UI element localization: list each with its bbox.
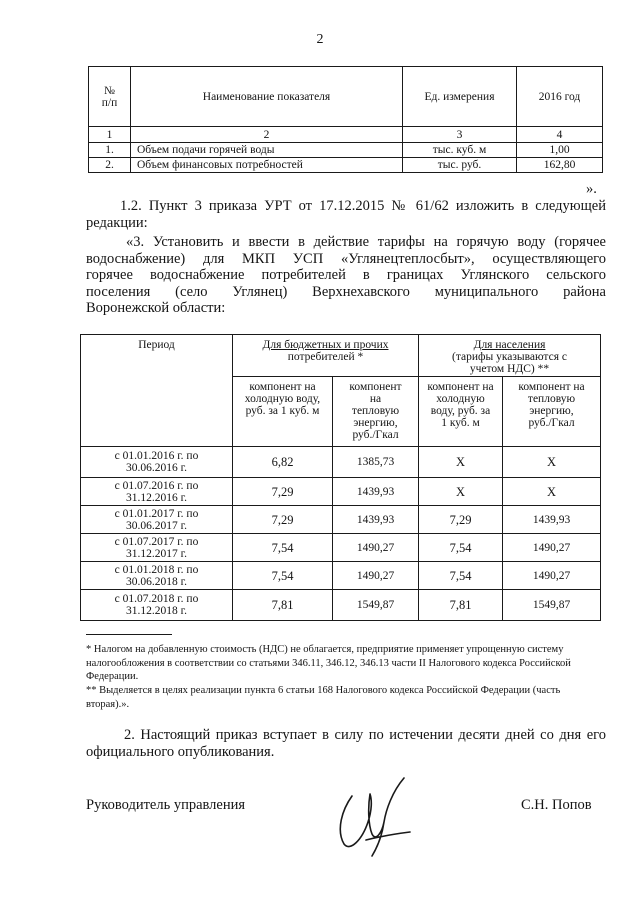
header-period: Период	[81, 335, 233, 447]
header-unit: Ед. измерения	[403, 67, 517, 127]
heat-budget-value: 1490,27	[333, 534, 419, 562]
heat-population-value: X	[503, 478, 601, 506]
cold-water-budget-value: 7,29	[233, 506, 333, 534]
period-start: с 01.07.2017 г. по	[114, 535, 199, 548]
heat-budget-value: 1439,93	[333, 478, 419, 506]
header-line: Для бюджетных и прочих	[262, 339, 389, 351]
table-header-row	[89, 67, 603, 127]
cold-water-budget-value: 7,29	[233, 478, 333, 506]
index-cell: 3	[403, 127, 517, 143]
footnote-line: Федерации.	[86, 671, 139, 682]
paragraph-line: 1.2. Пункт 3 приказа УРТ от 17.12.2015 № 61/62 изложить в следующей	[120, 198, 606, 214]
period-cell	[81, 478, 233, 506]
tariffs-table	[80, 334, 601, 621]
subheader-line: энергию,	[529, 405, 574, 417]
period-cell	[81, 506, 233, 534]
header-number-line2: п/п	[101, 96, 118, 109]
table-index-row	[89, 127, 603, 143]
period-cell	[81, 562, 233, 590]
header-budget-consumers	[233, 335, 419, 377]
heat-budget-value: 1490,27	[333, 562, 419, 590]
signatory-position: Руководитель управления	[86, 797, 246, 813]
subheader-line: компонент на	[249, 381, 316, 393]
paragraph-line: поселения (село Углянец) Верхнехавского муниципального района	[86, 283, 606, 300]
cold-water-population-value: 7,54	[419, 534, 503, 562]
paragraph-line: редакции:	[86, 214, 148, 231]
table-row	[81, 562, 601, 590]
cold-water-budget-value: 7,81	[233, 590, 333, 621]
subheader-cold-water-population	[419, 377, 503, 447]
paragraph-line: Воронежской области:	[86, 300, 226, 316]
header-population	[419, 335, 601, 377]
cold-water-population-value: X	[419, 478, 503, 506]
paragraph-1-2	[86, 198, 606, 231]
header-line: потребителей *	[287, 351, 364, 363]
header-number-line1: №	[104, 84, 115, 97]
footnote-line: налогообложения в соответствии со статьями 346.11, 346.12, 346.13 части II Налогового кодекса Российской	[86, 657, 571, 669]
cold-water-population-value: 7,81	[419, 590, 503, 621]
period-start: с 01.07.2016 г. по	[114, 479, 199, 492]
header-indicator: Наименование показателя	[131, 67, 403, 127]
table-row	[81, 447, 601, 478]
subheader-heat-population	[503, 377, 601, 447]
cold-water-budget-value: 7,54	[233, 534, 333, 562]
handwritten-signature	[322, 770, 422, 860]
page-number: 2	[316, 32, 324, 47]
period-end: 31.12.2018 г.	[126, 605, 187, 617]
period-end: 31.12.2017 г.	[126, 547, 187, 560]
cold-water-population-value: 7,54	[419, 562, 503, 590]
period-end: 30.06.2017 г.	[126, 519, 187, 532]
paragraph-line: водоснабжение) для МКП УСП «Углянецтеплосбыт», осуществляющего	[86, 250, 606, 267]
heat-population-value: 1490,27	[503, 534, 601, 562]
row-value: 1,00	[517, 143, 603, 158]
index-cell: 2	[131, 127, 403, 143]
subheader-line: компонент на	[518, 381, 585, 393]
table-header-row	[81, 335, 601, 377]
paragraph-2	[86, 727, 606, 760]
cold-water-budget-value: 6,82	[233, 447, 333, 478]
row-value: 162,80	[517, 158, 603, 173]
row-indicator: Объем финансовых потребностей	[131, 158, 403, 173]
footnote-line: вторая).».	[86, 698, 130, 710]
index-cell: 4	[517, 127, 603, 143]
period-cell	[81, 590, 233, 621]
subheader-line: 1 куб. м	[441, 417, 480, 429]
footnote-vat	[86, 643, 608, 684]
header-line: Для населения	[473, 339, 546, 351]
subheader-line: холодную воду,	[244, 393, 321, 405]
subheader-line: компонент на	[427, 381, 494, 393]
subheader-cold-water-budget	[233, 377, 333, 447]
indicators-table	[88, 66, 603, 173]
subheader-line: энергию,	[353, 417, 398, 429]
subheader-line: холодную	[436, 393, 485, 405]
heat-population-value: 1439,93	[503, 506, 601, 534]
table-row	[81, 506, 601, 534]
heat-budget-value: 1385,73	[333, 447, 419, 478]
footnote-allocation	[86, 684, 608, 711]
period-start: с 01.07.2018 г. по	[114, 593, 199, 605]
paragraph-line: горячее водоснабжение потребителей в границах Углянского сельского	[86, 267, 606, 283]
table-row	[89, 158, 603, 173]
period-cell	[81, 447, 233, 478]
table-row	[81, 478, 601, 506]
period-start: с 01.01.2018 г. по	[114, 563, 199, 576]
paragraph-3	[86, 234, 606, 317]
period-cell	[81, 534, 233, 562]
footnote-line: ** Выделяется в целях реализации пункта 6 статьи 168 Налогового кодекса Российской Федерации (часть	[86, 685, 561, 696]
heat-population-value: X	[503, 447, 601, 478]
table-row	[89, 143, 603, 158]
cold-water-budget-value: 7,54	[233, 562, 333, 590]
paragraph-line: официального опубликования.	[86, 743, 275, 760]
paragraph-line: 2. Настоящий приказ вступает в силу по истечении десяти дней со дня его	[124, 727, 606, 743]
closing-quote: ».	[586, 181, 597, 197]
footnote-line: * Налогом на добавленную стоимость (НДС) не облагается, предприятие применяет упрощенную систему	[86, 644, 564, 655]
row-number: 2.	[89, 158, 131, 173]
period-end: 30.06.2016 г.	[126, 462, 187, 474]
cold-water-population-value: X	[419, 447, 503, 478]
period-end: 30.06.2018 г.	[126, 575, 187, 588]
header-year: 2016 год	[517, 67, 603, 127]
table-row	[81, 534, 601, 562]
subheader-line: на	[369, 393, 382, 405]
subheader-line: тепловую	[351, 405, 400, 417]
heat-budget-value: 1549,87	[333, 590, 419, 621]
header-line: (тарифы указываются с	[452, 351, 567, 363]
footnote-divider	[86, 634, 172, 635]
heat-population-value: 1549,87	[503, 590, 601, 621]
row-indicator: Объем подачи горячей воды	[131, 143, 403, 158]
index-cell: 1	[89, 127, 131, 143]
heat-population-value: 1490,27	[503, 562, 601, 590]
table-row	[81, 590, 601, 621]
paragraph-line: «3. Установить и ввести в действие тарифы на горячую воду (горячее	[126, 234, 606, 250]
row-unit: тыс. куб. м	[403, 143, 517, 158]
subheader-line: воду, руб. за	[430, 405, 491, 417]
subheader-line: тепловую	[527, 393, 576, 405]
period-start: с 01.01.2017 г. по	[114, 507, 199, 520]
cold-water-population-value: 7,29	[419, 506, 503, 534]
heat-budget-value: 1439,93	[333, 506, 419, 534]
subheader-heat-budget	[333, 377, 419, 447]
header-line: учетом НДС) **	[469, 363, 550, 375]
signatory-name: С.Н. Попов	[521, 797, 592, 813]
subheader-line: руб./Гкал	[352, 429, 399, 441]
period-start: с 01.01.2016 г. по	[114, 450, 199, 462]
subheader-line: руб. за 1 куб. м	[245, 405, 320, 417]
row-unit: тыс. руб.	[403, 158, 517, 173]
period-end: 31.12.2016 г.	[126, 491, 187, 504]
row-number: 1.	[89, 143, 131, 158]
subheader-line: компонент	[349, 381, 402, 393]
header-number	[89, 67, 131, 127]
subheader-line: руб./Гкал	[528, 417, 575, 429]
